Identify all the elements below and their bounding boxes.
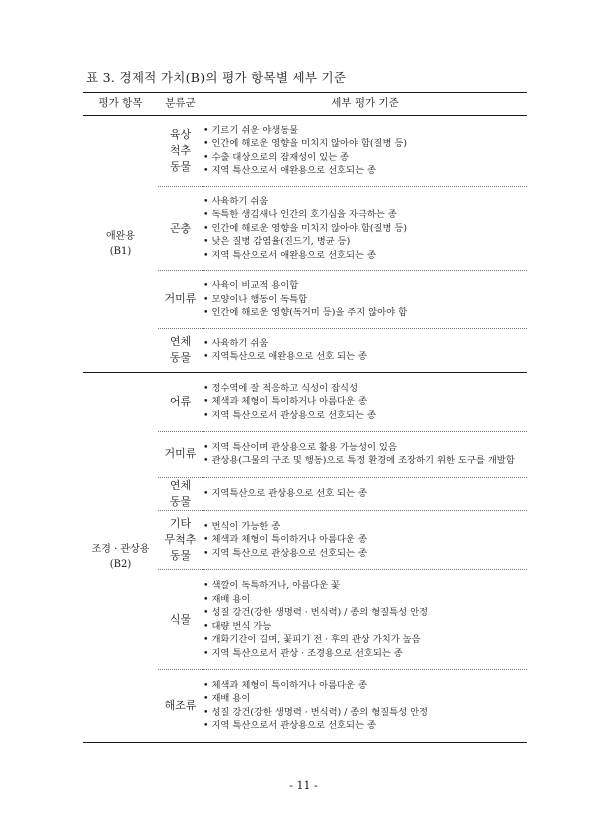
criteria-item: • 지역특산으로 관상용으로 선호 되는 종 [203,488,367,500]
criteria-cell [203,116,527,187]
table-row [83,372,527,431]
criteria-item: • 인간에 해로운 영향(독거미 등)을 주지 않아야 함 [203,307,408,319]
evaluation-item-code: (B1) [109,245,132,257]
taxon-label: 연체 [169,335,192,349]
evaluation-item-name: 애완용 [106,230,135,242]
taxon-cell [158,186,203,270]
criteria-item: • 지역특산으로 애완용으로 선호 되는 종 [203,351,367,363]
criteria-item: • 색깔이 독특하거나, 아름다운 꽃 [203,580,341,592]
criteria-item: • 낮은 질병 감염율(진드기, 병균 등) [203,236,351,248]
evaluation-item-cell [83,116,158,373]
taxon-label: 연체 [169,478,192,492]
taxon-label: 척추 [169,143,192,157]
criteria-item: • 성질 강건(강한 생명력 · 번식력) / 종의 형질특성 안정 [203,607,429,619]
taxon-label: 무척추 [164,533,197,547]
criteria-item: • 번식이 가능한 종 [203,520,281,532]
table-row [83,116,527,187]
taxon-cell [158,477,203,510]
criteria-item: • 체색과 체형이 특이하거나 아름다운 종 [203,396,367,408]
taxon-cell [158,431,203,477]
evaluation-item-name: 조경 · 관상용 [91,544,150,556]
taxon-label: 동물 [169,494,192,508]
taxon-label: 동물 [169,159,192,173]
criteria-cell [203,328,527,372]
taxon-label: 해조류 [164,698,197,712]
header-evaluation-item: 평가 항목 [83,93,158,116]
taxon-cell [158,570,203,670]
header-taxon: 분류군 [158,93,203,116]
criteria-item: • 지역 특산으로서 관상용으로 선호되는 종 [203,409,376,421]
criteria-item: • 정수역에 잘 적응하고 식성이 잡식성 [203,382,358,394]
table-body [83,116,527,743]
criteria-item: • 수출 대상으로의 잠재성이 있는 종 [203,151,349,163]
taxon-label: 동물 [169,548,192,562]
criteria-item: • 지역 특산으로서 관상용으로 선호되는 종 [203,720,376,732]
criteria-item: • 사육하기 쉬움 [203,195,269,207]
taxon-cell [158,670,203,743]
criteria-cell [203,510,527,569]
criteria-item: • 개화기간이 길며, 꽃피기 전 · 후의 관상 가치가 높음 [203,634,421,646]
criteria-item: • 재배 용이 [203,593,251,605]
criteria-item: • 관상용(그물의 구조 및 행동)으로 특정 환경에 조장하기 위한 도구를 개발함 [203,455,515,467]
criteria-item: • 지역 특산으로서 애완용으로 선호되는 종 [203,249,376,261]
criteria-item: • 체색과 체형이 특이하거나 아름다운 종 [203,534,367,546]
taxon-cell [158,328,203,372]
evaluation-item-cell [83,372,158,742]
taxon-label: 식물 [169,612,192,626]
criteria-cell [203,186,527,270]
criteria-item: • 재배 용이 [203,693,251,705]
page-number: - 11 - [289,779,318,792]
criteria-item: • 독특한 생김새나 인간의 호기심을 자극하는 종 [203,209,397,221]
criteria-item: • 성질 강건(강한 생명력 · 번식력) / 종의 형질특성 안정 [203,706,429,718]
evaluation-item-code: (B2) [109,559,132,571]
criteria-item: • 체색과 체형이 특이하거나 아름다운 종 [203,680,367,691]
criteria-cell [203,372,527,431]
header-criteria: 세부 평가 기준 [203,93,527,116]
table-header-row [83,93,527,116]
criteria-cell [203,477,527,510]
criteria-item: • 사육하기 쉬움 [203,337,269,349]
criteria-item: • 모양이나 행동이 독특함 [203,293,308,305]
criteria-item: • 지역 특산으로서 애완용으로 선호되는 종 [203,165,376,177]
taxon-cell [158,510,203,569]
criteria-item: • 기르기 쉬운 야생동물 [203,125,299,136]
taxon-label: 기타 [169,517,192,531]
taxon-label: 육상 [169,128,192,142]
taxon-label: 거미류 [164,447,197,461]
taxon-cell [158,372,203,431]
criteria-item: • 지역 특산으로서 관상 · 조경용으로 선호되는 종 [203,647,403,659]
criteria-cell [203,271,527,328]
criteria-item: • 대량 번식 가능 [203,620,272,632]
criteria-cell [203,431,527,477]
criteria-item: • 지역 특산이며 관상용으로 활용 가능성이 있음 [203,441,397,453]
taxon-label: 어류 [169,394,192,408]
criteria-item: • 지역 특산으로 관상용으로 선호되는 종 [203,547,367,559]
criteria-item: • 인간에 해로운 영향을 미치지 않아야 함(질병 등) [203,138,408,150]
taxon-cell [158,116,203,187]
evaluation-criteria-table [83,92,527,743]
taxon-cell [158,271,203,328]
criteria-item: • 인간에 해로운 영향을 미치지 않아야 함(질병 등) [203,222,408,234]
taxon-label: 동물 [169,351,192,365]
table-caption: 표 3. 경제적 가치(B)의 평가 항목별 세부 기준 [86,70,347,85]
taxon-label: 거미류 [164,292,197,306]
criteria-item: • 사육이 비교적 용이함 [203,280,299,292]
criteria-cell [203,570,527,670]
criteria-cell [203,670,527,743]
taxon-label: 곤충 [169,221,192,235]
